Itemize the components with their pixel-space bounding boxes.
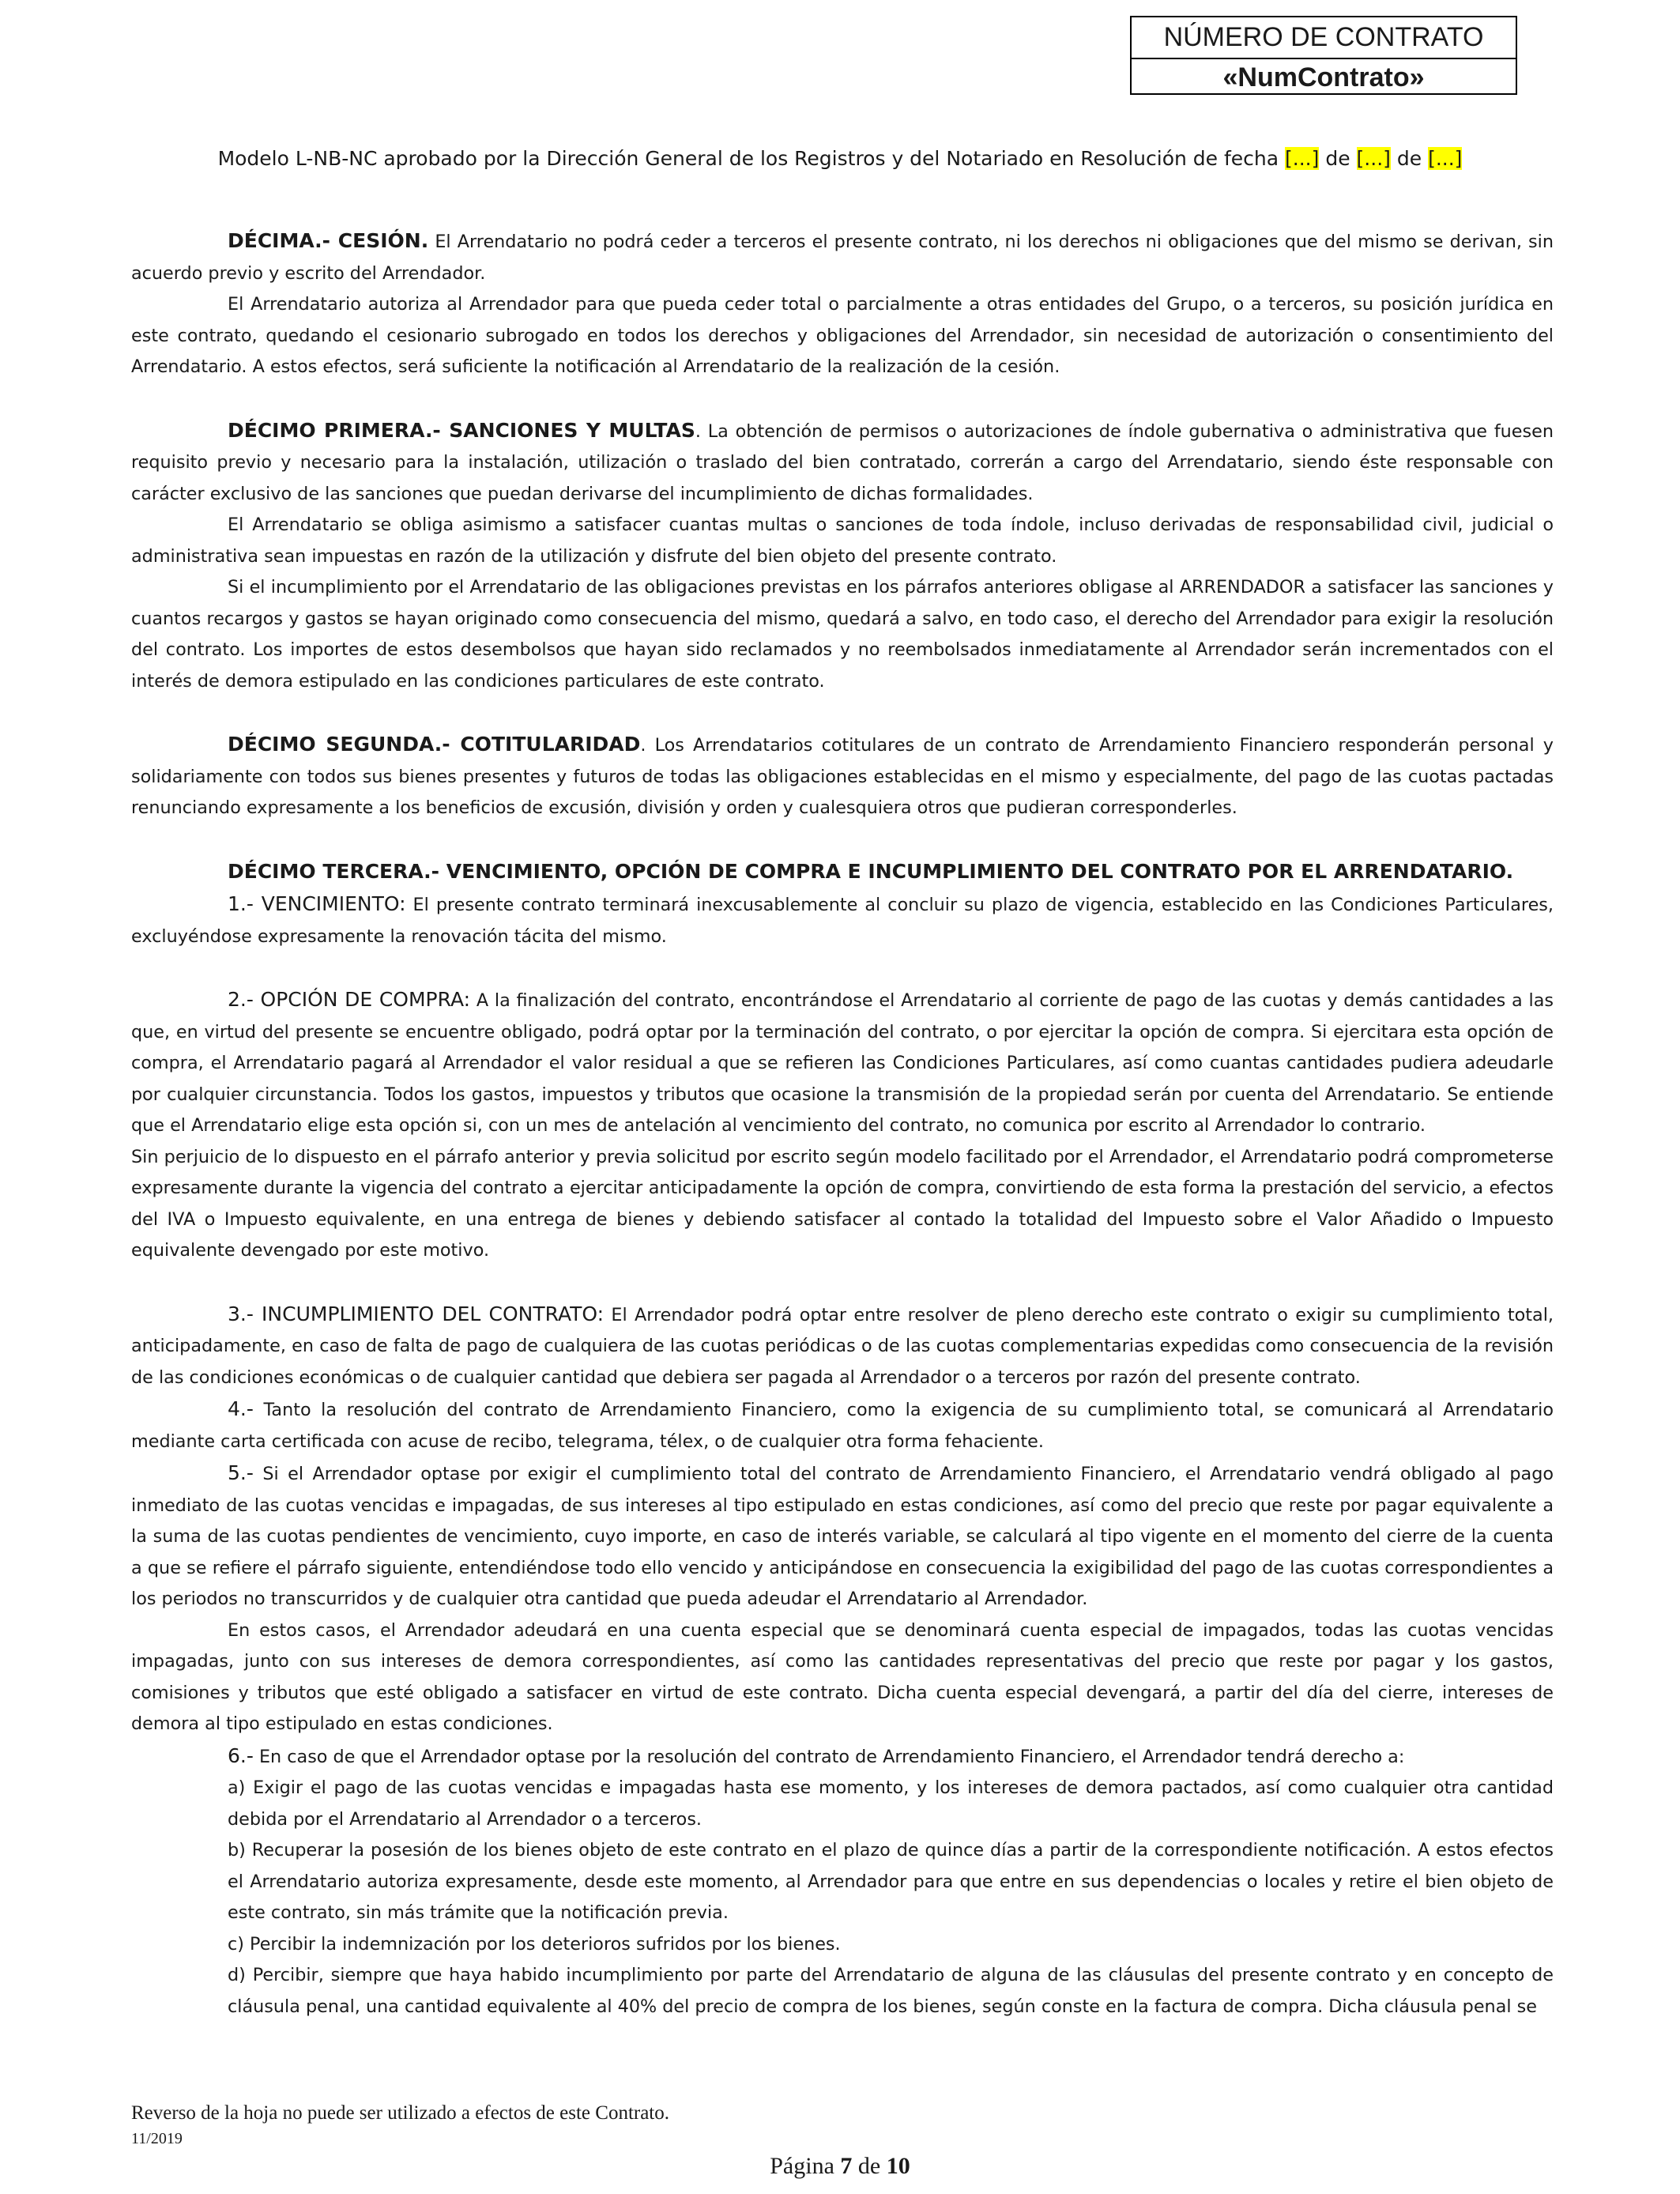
subclause-3: 3.- INCUMPLIMIENTO DEL CONTRATO: El Arrendador podrá optar entre resolver de pleno derecho este contrato o exigir su cumplimiento total, anticipadamente, en caso de falta de pago de cualquiera de las cuotas periódicas o de las cuotas complementarias expedidas como consecuencia de la revisión de las condiciones económicas o de cualquier cantidad que debiera ser pagada al Arrendador o a terceros por razón del presente contrato. [131,1302,1554,1388]
clause-decimo-primera-p1: DÉCIMO PRIMERA.- SANCIONES Y MULTAS. La obtención de permisos o autorizaciones de índole gubernativa o administrativa que fuesen requisito previo y necesario para la instalación, utilización o traslado del bien contratado, correrán a cargo del Arrendatario, siendo éste responsable con carácter exclusivo de las sanciones que puedan derivarse del incumplimiento de dichas formalidades. [131,418,1554,504]
subclause-6-d: d) Percibir, siempre que haya habido incumplimiento por parte del Arrendatario de alguna de las cláusulas del presente contrato y en concepto de cláusula penal, una cantidad equivalente al 40% del precio de compra de los bienes, según conste en la factura de compra. Dicha cláusula penal se [228,1965,1554,2017]
contract-number-value: «NumContrato» [1222,62,1425,92]
subclause-5: 5.- Si el Arrendador optase por exigir el cumplimiento total del contrato de Arrendamiento Financiero, el Arrendatario vendrá obligado al pago inmediato de las cuotas vencidas e impagadas, de sus intereses al tipo estipulado en estas condiciones, así como del precio que reste por pagar equivalente a la suma de las cuotas pendientes de vencimiento, cuyo importe, en caso de interés variable, se calculará al tipo vigente en el momento del cierre de la cuenta a que se refiere el párrafo siguiente, entendiéndose todo ello vencido y anticipándose en consecuencia la exigibilidad del pago de las cuotas correspondientes a los periodos no transcurridos y de cualquier otra cantidad que pueda adeudar el Arrendatario al Arrendador. [131,1461,1554,1609]
subclause-2-title: OPCIÓN DE COMPRA: [253,988,471,1011]
subclause-3-title: INCUMPLIMIENTO DEL CONTRATO: [253,1302,605,1325]
subclause-4: 4.- Tanto la resolución del contrato de Arrendamiento Financiero, como la exigencia de su cumplimiento total, se comunicará al Arrendatario mediante carta certificada con acuse de recibo, telegrama, télex, o de cualquier otra forma fehaciente. [131,1397,1554,1452]
subclause-6: 6.- En caso de que el Arrendador optase por la resolución del contrato de Arrendamiento Financiero, el Arrendador tendrá derecho a: [228,1744,1405,1767]
footer-date: 11/2019 [131,2130,183,2147]
subclause-1: 1.- VENCIMIENTO: El presente contrato terminará inexcusablemente al concluir su plazo de vigencia, establecido en las Condiciones Particulares, excluyéndose expresamente la renovación tácita del mismo. [131,892,1554,947]
clause-decimo-tercera-heading: DÉCIMO TERCERA.- VENCIMIENTO, OPCIÓN DE COMPRA E INCUMPLIMIENTO DEL CONTRATO POR EL ARRENDATARIO. [228,859,1514,883]
date-placeholder-month: [...] [1356,147,1391,170]
clause-decimo-primera-heading: DÉCIMO PRIMERA.- SANCIONES Y MULTAS [228,418,695,442]
page-current: 7 [840,2153,853,2179]
document-body [131,225,1554,2022]
clause-decima-heading: DÉCIMA.- CESIÓN. [228,229,429,252]
clause-decimo-segunda-heading: DÉCIMO SEGUNDA.- COTITULARIDAD [228,733,641,756]
clause-decimo-primera-p3: Si el incumplimiento por el Arrendatario de las obligaciones previstas en los párrafos anteriores obligase al ARRENDADOR a satisfacer las sanciones y cuantos recargos y gastos se hayan originado como consecuencia del mismo, quedará a salvo, en todo caso, el derecho del Arrendador para exigir la resolución del contrato. Los importes de estos desembolsos que hayan sido reclamados y no reembolsados inmediatamente al Arrendador serán incrementados con el interés de demora estipulado en las condiciones particulares de este contrato. [131,577,1554,692]
clause-decima-p2: El Arrendatario autoriza al Arrendador para que pueda ceder total o parcialmente a otras entidades del Grupo, o a terceros, su posición jurídica en este contrato, quedando el cesionario subrogado en todos los derechos y obligaciones del Arrendador, sin necesidad de autorización o consentimiento del Arrendatario. A estos efectos, será suficiente la notificación al Arrendatario de la realización de la cesión. [131,294,1554,377]
page-total: 10 [886,2153,910,2179]
contract-number-box [1130,16,1517,95]
subclause-6-b: b) Recuperar la posesión de los bienes objeto de este contrato en el plazo de quince días a partir de la correspondiente notificación. A estos efectos el Arrendatario autoriza expresamente, desde este momento, al Arrendador para que entre en sus dependencias o locales y retire el bien objeto de este contrato, sin más trámite que la notificación previa. [228,1840,1554,1923]
subclause-1-title: VENCIMIENTO: [253,892,406,915]
de-2: de [1390,147,1429,170]
clause-decimo-tercera-heading-line [131,856,1554,889]
subclause-6-c: c) Percibir la indemnización por los deterioros sufridos por los bienes. [228,1933,841,1955]
de-1: de [1319,147,1357,170]
subclause-2-p2: Sin perjuicio de lo dispuesto en el párrafo anterior y previa solicitud por escrito según modelo facilitado por el Arrendador, el Arrendatario podrá comprometerse expresamente durante la vigencia del contrato a ejercitar anticipadamente la opción de compra, convirtiendo de esta forma la prestación del servicio, a efectos del IVA o Impuesto equivalente, en una entrega de bienes y debiendo satisfacer al contado la totalidad del Impuesto sobre el Valor Añadido o Impuesto equivalente devengado por este motivo. [131,1146,1554,1261]
subclause-6-a: a) Exigir el pago de las cuotas vencidas e impagadas hasta ese momento, y los intereses de demora pactados, así como cualquier otra cantidad debida por el Arrendatario al Arrendador o a terceros. [228,1777,1554,1830]
page-number: Página 7 de 10 [770,2153,910,2179]
clause-decimo-primera-p2: El Arrendatario se obliga asimismo a satisfacer cuantas multas o sanciones de toda índole, incluso derivadas de responsabilidad civil, judicial o administrativa sean impuestas en razón de la utilización y disfrute del bien objeto del presente contrato. [131,515,1554,567]
model-approval-line [0,147,1680,170]
subclause-5-p2: En estos casos, el Arrendador adeudará en una cuenta especial que se denominará cuenta especial de impagados, todas las cuotas vencidas impagadas, junto con sus intereses de demora correspondientes, así como las cantidades representativas del precio que reste por pagar y los gastos, comisiones y tributos que esté obligado a satisfacer en virtud de este contrato. Dicha cuenta especial devengará, a partir del día del cierre, intereses de demora al tipo estipulado en estas condiciones. [131,1619,1554,1734]
footer-note: Reverso de la hoja no puede ser utilizado a efectos de este Contrato. [131,2102,670,2124]
contract-number-title: NÚMERO DE CONTRATO [1132,17,1516,59]
date-placeholder-year: [...] [1428,147,1463,170]
subclause-2: 2.- OPCIÓN DE COMPRA: A la finalización del contrato, encontrándose el Arrendatario al corriente de pago de las cuotas y demás cantidades a las que, en virtud del presente se encuentre obligado, podrá optar por la terminación del contrato, o por ejercitar la opción de compra. Si ejercitara esta opción de compra, el Arrendatario pagará al Arrendador el valor residual a que se refieren las Condiciones Particulares, así como cuantas cantidades pudiera adeudarle por cualquier circunstancia. Todos los gastos, impuestos y tributos que ocasione la transmisión de la propiedad serán por cuenta del Arrendatario. Se entiende que el Arrendatario elige esta opción si, con un mes de antelación al vencimiento del contrato, no comunica por escrito al Arrendador lo contrario. [131,988,1554,1136]
date-placeholder-day: [...] [1285,147,1320,170]
model-approval-text: Modelo L-NB-NC aprobado por la Dirección General de los Registros y del Notariado en Resolución de fecha [217,147,1286,170]
clause-decimo-segunda-p1: DÉCIMO SEGUNDA.- COTITULARIDAD. Los Arrendatarios cotitulares de un contrato de Arrendamiento Financiero responderán personal y solidariamente con todos sus bienes presentes y futuros de todas las obligaciones establecidas en el mismo y especialmente, del pago de las cuotas pactadas renunciando expresamente a los beneficios de excusión, división y orden y cualesquiera otros que pudieran corresponderles. [131,733,1554,818]
clause-decima-p1: DÉCIMA.- CESIÓN. El Arrendatario no podrá ceder a terceros el presente contrato, ni los derechos ni obligaciones que del mismo se derivan, sin acuerdo previo y escrito del Arrendador. [131,229,1554,284]
